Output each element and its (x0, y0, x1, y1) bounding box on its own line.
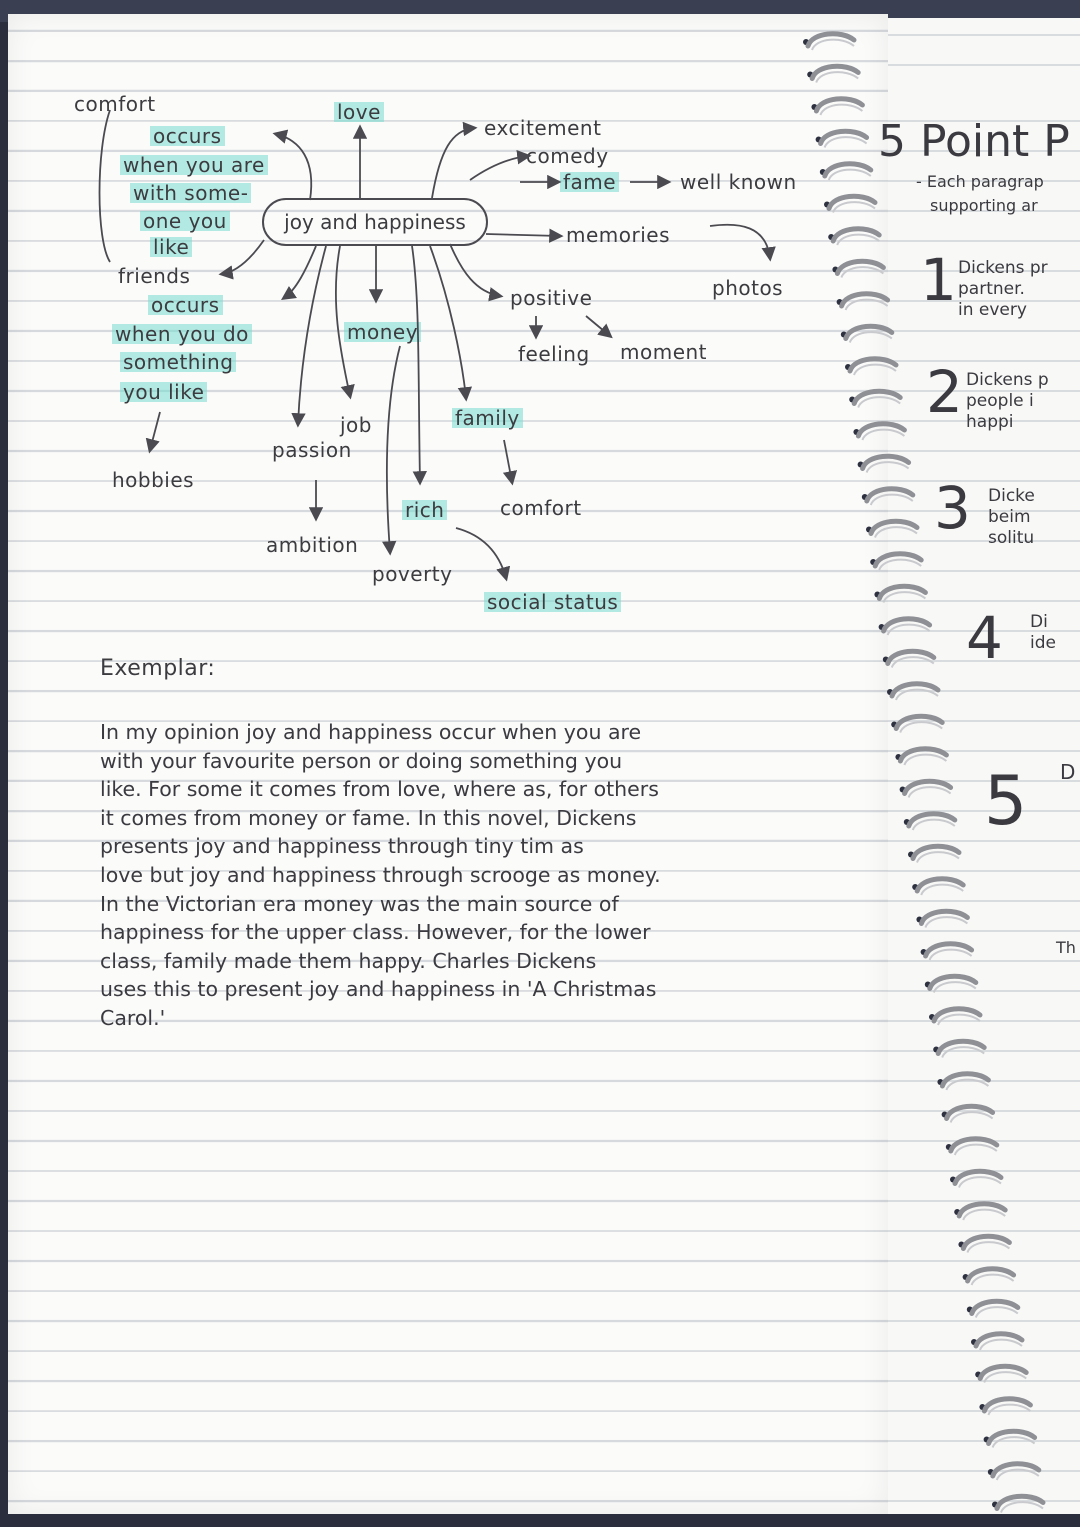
right-page-subtitle-1: - Each paragrap (916, 172, 1044, 191)
exemplar-heading: Exemplar: (100, 656, 216, 681)
node-poverty: poverty (372, 562, 453, 586)
node-occurs-2: occurs (148, 295, 223, 315)
arrow-excitement (432, 128, 474, 198)
node-comedy: comedy (526, 144, 609, 168)
node-comfort-bottom: comfort (500, 496, 582, 520)
arrow-hobbies (150, 412, 160, 450)
node-like: like (150, 237, 192, 257)
node-passion: passion (272, 438, 352, 462)
node-comfort: comfort (74, 92, 156, 116)
exemplar-line: class, family made them happy. Charles Dickens (100, 948, 597, 973)
exemplar-line: presents joy and happiness through tiny tim as (100, 834, 584, 859)
node-money: money (344, 322, 421, 342)
node-something: something (120, 352, 236, 372)
node-family: family (452, 408, 523, 428)
point-number: 5 (984, 762, 1028, 841)
point-number: 1 (920, 246, 957, 314)
exemplar-line: with your favourite person or doing something you (100, 748, 623, 773)
node-rich: rich (402, 500, 447, 520)
point-number: 2 (926, 358, 963, 426)
exemplar-line: like. For some it comes from love, where as, for others (100, 777, 659, 802)
node-job: job (340, 413, 372, 437)
node-positive: positive (510, 286, 593, 310)
bracket-left (100, 110, 111, 262)
node-when-you-are: when you are (120, 155, 268, 175)
exemplar-paragraph (100, 718, 930, 1033)
exemplar-line: In the Victorian era money was the main source of (100, 891, 619, 916)
arrow-comedy (470, 156, 528, 180)
point-text: D (1060, 760, 1076, 784)
arrow-passion (298, 246, 326, 424)
exemplar-line: uses this to present joy and happiness in 'A Christmas (100, 977, 657, 1002)
node-memories: memories (566, 223, 671, 247)
mindmap-center-node: joy and happiness (262, 198, 488, 246)
point-number: 4 (966, 604, 1003, 672)
node-moment: moment (620, 340, 708, 364)
node-with-some: with some- (130, 183, 251, 203)
point-text: Dicke beim solitu (988, 486, 1035, 548)
arrow-friends (222, 240, 264, 274)
arrow-memories (486, 234, 560, 236)
right-page-title: 5 Point P (878, 116, 1070, 167)
node-excitement: excitement (484, 116, 602, 140)
node-when-you-do: when you do (112, 324, 252, 344)
arrow-occurs-2 (284, 246, 316, 298)
arrow-poverty (387, 346, 400, 552)
arrow-job (336, 246, 350, 396)
node-one-you: one you (140, 211, 230, 231)
node-friends: friends (118, 264, 191, 288)
point-text: Dickens pr partner. in every (958, 258, 1048, 320)
node-you-like: you like (120, 382, 207, 402)
node-occurs-1: occurs (150, 126, 225, 146)
arrow-family (430, 246, 466, 398)
exemplar-line: Carol.' (100, 1005, 166, 1030)
node-hobbies: hobbies (112, 468, 195, 492)
point-number: 3 (934, 474, 971, 542)
arrow-moment (586, 316, 610, 336)
arrow-rich (412, 246, 420, 482)
arrow-occurs (276, 134, 311, 200)
exemplar-line: it comes from money or fame. In this novel, Dickens (100, 805, 637, 830)
arrow-social-status (456, 528, 506, 578)
node-ambition: ambition (266, 533, 359, 557)
arrow-positive (450, 244, 500, 296)
point-text: Di ide (1030, 612, 1056, 653)
arrow-photos (710, 225, 770, 258)
exemplar-line: happiness for the upper class. However, for the lower (100, 920, 651, 945)
exemplar-line: In my opinion joy and happiness occur when you are (100, 720, 642, 744)
node-well-known: well known (680, 170, 797, 194)
right-page-fragment: Th (1056, 938, 1076, 957)
point-text: Dickens p people i happi (966, 370, 1049, 432)
arrow-comfort-bottom (504, 440, 512, 482)
exemplar-line: love but joy and happiness through scrooge as money. (100, 862, 661, 887)
node-photos: photos (712, 276, 784, 300)
node-feeling: feeling (518, 342, 590, 366)
node-fame: fame (560, 172, 619, 192)
node-love: love (334, 102, 384, 122)
node-social-status: social status (484, 592, 621, 612)
right-page-subtitle-2: supporting ar (930, 196, 1038, 215)
